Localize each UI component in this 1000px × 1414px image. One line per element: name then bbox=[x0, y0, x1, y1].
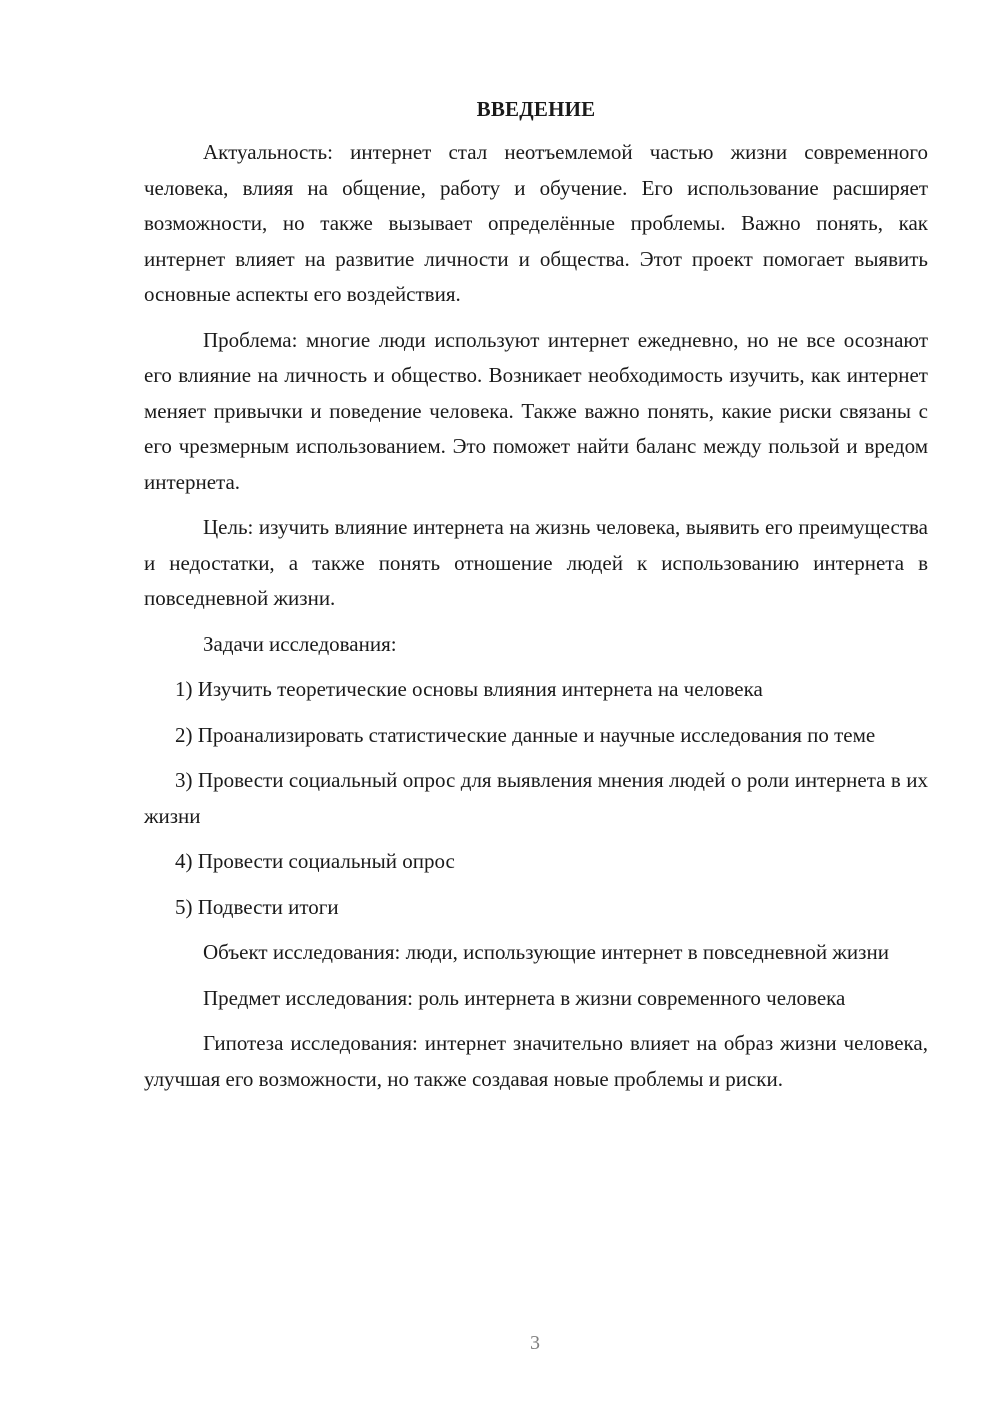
goal-paragraph: Цель: изучить влияние интернета на жизнь человека, выявить его преимущества и недостатки, а также понять отношение людей к использованию интернета в повседневной жизни. bbox=[144, 515, 928, 610]
tasks-list bbox=[144, 672, 928, 925]
relevance-paragraph: Актуальность: интернет стал неотъемлемой частью жизни современного человека, влияя на общение, работу и обучение. Его использование расширяет возможности, но также вызывает определённые проблемы. Важно понять, как интернет влияет на развитие личности и общества. Этот проект помогает выявить основные аспекты его воздействия. bbox=[144, 140, 928, 306]
list-item: 1) Изучить теоретические основы влияния интернета на человека bbox=[175, 677, 763, 701]
problem-paragraph: Проблема: многие люди используют интернет ежедневно, но не все осознают его влияние на личность и общество. Возникает необходимость изучить, как интернет меняет привычки и поведение человека. Также важно понять, какие риски связаны с его чрезмерным использованием. Это поможет найти баланс между пользой и вредом интернета. bbox=[144, 327, 928, 494]
list-item: 5) Подвести итоги bbox=[175, 894, 339, 919]
list-item: 3) Провести социальный опрос для выявления мнения людей о роли интернета в их жизни bbox=[144, 768, 928, 828]
hypothesis-paragraph: Гипотеза исследования: интернет значительно влияет на образ жизни человека, улучшая его возможности, но также создавая новые проблемы и риски. bbox=[144, 1031, 928, 1091]
page-number: 3 bbox=[530, 1332, 540, 1354]
document-page bbox=[144, 92, 928, 1097]
list-item: 2) Проанализировать статистические данные и научные исследования по теме bbox=[175, 722, 876, 747]
list-item: 4) Провести социальный опрос bbox=[175, 849, 455, 873]
object-paragraph: Объект исследования: люди, использующие интернет в повседневной жизни bbox=[203, 940, 889, 964]
tasks-heading: Задачи исследования: bbox=[203, 631, 397, 656]
section-title: ВВЕДЕНИЕ bbox=[476, 97, 596, 121]
subject-paragraph: Предмет исследования: роль интернета в жизни современного человека bbox=[203, 985, 846, 1010]
